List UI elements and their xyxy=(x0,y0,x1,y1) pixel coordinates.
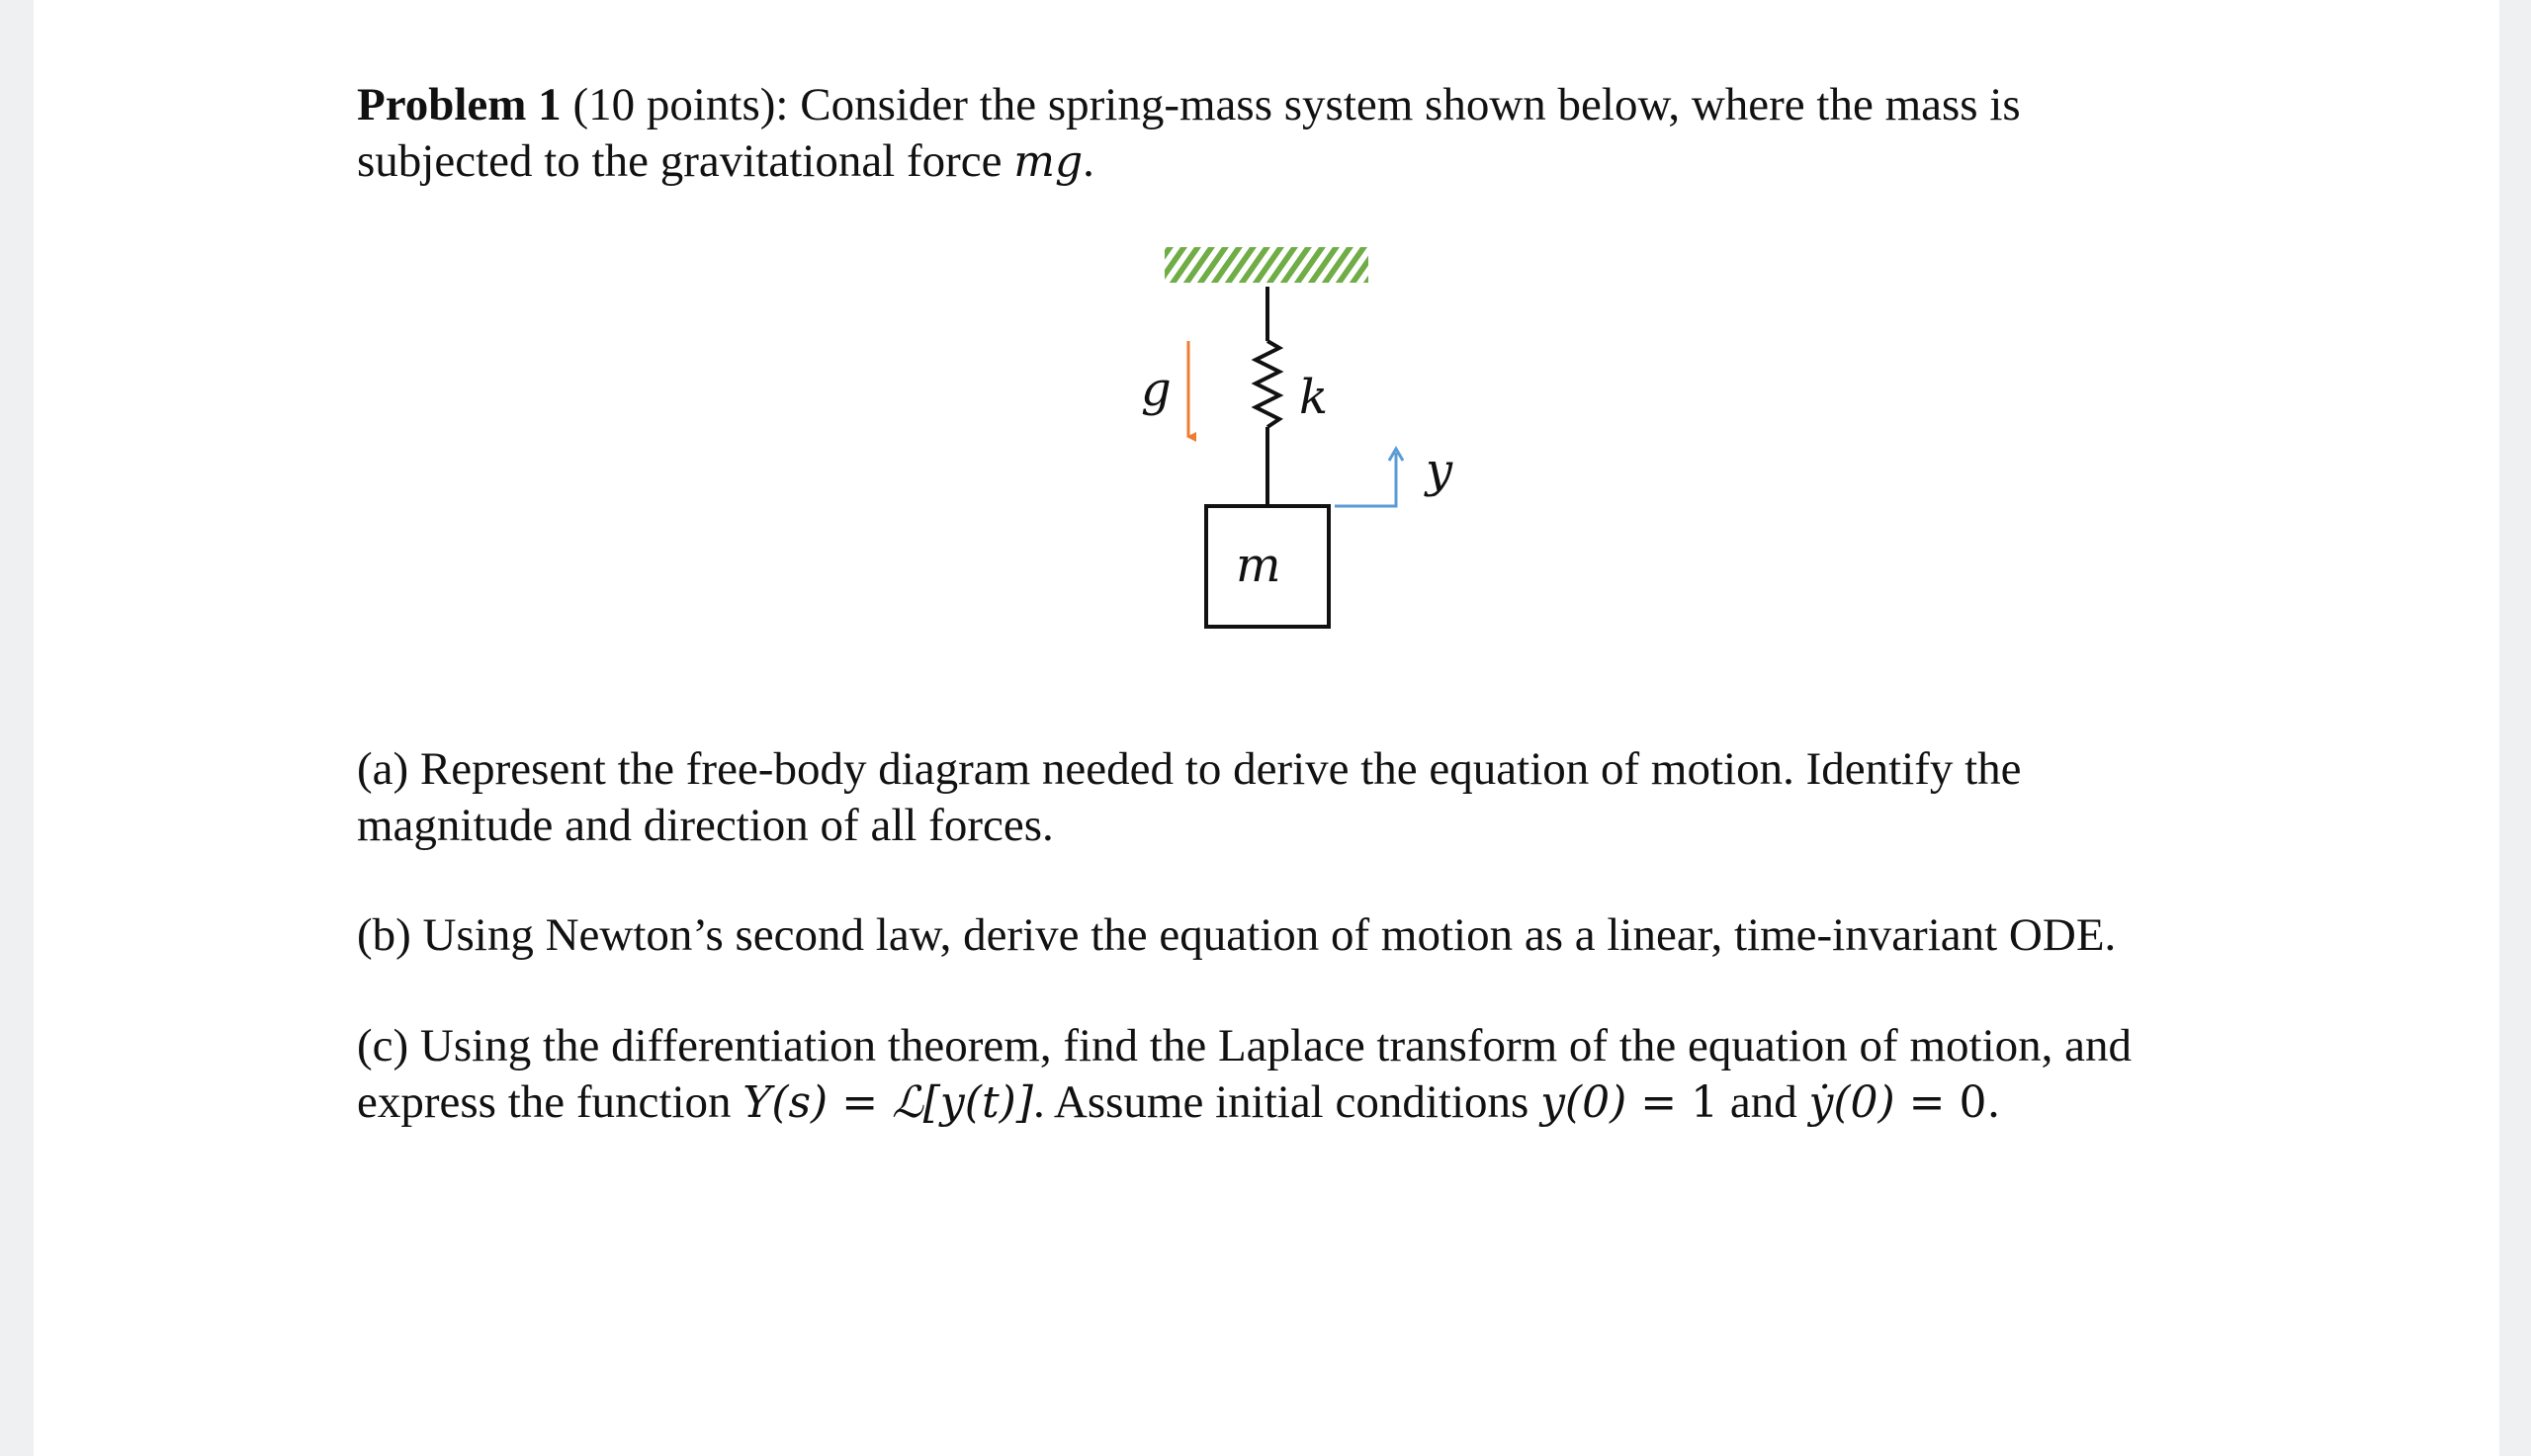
displacement-arrow xyxy=(1335,453,1396,506)
part-b xyxy=(357,907,2334,964)
part-c-text-start: express the function xyxy=(357,1076,743,1128)
part-c-line-2 xyxy=(357,1074,2334,1131)
problem-statement xyxy=(357,77,2334,190)
problem-intro-2: subjected to the gravitational force xyxy=(357,135,1014,187)
problem-label: Problem 1 xyxy=(357,79,562,130)
laplace-function: Y(s) xyxy=(742,1077,829,1128)
problem-intro-1: : Consider the spring-mass system shown below, where the mass is xyxy=(775,79,2021,130)
part-b-line-1: (b) Using Newton’s second law, derive the equation of motion as a linear, time-invariant ODE. xyxy=(357,909,2117,961)
initial-velocity: ẏ(0) xyxy=(1808,1077,1895,1128)
force-symbol: mg xyxy=(1013,136,1084,187)
initial-position: y(0) xyxy=(1540,1077,1627,1128)
problem-line-1 xyxy=(357,77,2334,133)
problem-intro-end: . xyxy=(1083,135,1094,187)
gravity-label: g xyxy=(1141,362,1172,417)
initial-position-value: = 1 xyxy=(1626,1077,1719,1128)
spring-coil xyxy=(1256,341,1279,427)
part-a xyxy=(357,741,2334,854)
spring-label: k xyxy=(1299,370,1329,425)
problem-line-2 xyxy=(357,133,2334,190)
part-c-and: and xyxy=(1718,1076,1809,1128)
problem-points: (10 points) xyxy=(572,79,776,130)
spring-mass-diagram xyxy=(1111,227,1487,642)
displacement-label: y xyxy=(1426,443,1453,498)
spring-mass-drawing xyxy=(1111,227,1487,642)
equals-sign-1: = xyxy=(828,1077,893,1128)
initial-velocity-value: = 0. xyxy=(1894,1077,2001,1128)
part-c-line-1: (c) Using the differentiation theorem, find the Laplace transform of the equation of motion, and xyxy=(357,1020,2132,1071)
part-c xyxy=(357,1018,2334,1131)
part-c-text-mid: . Assume initial conditions xyxy=(1032,1076,1541,1128)
part-a-line-2: magnitude and direction of all forces. xyxy=(357,800,1054,851)
laplace-transform: ℒ[y(t)] xyxy=(892,1077,1033,1128)
mass-label: m xyxy=(1236,538,1281,593)
part-a-line-1: (a) Represent the free-body diagram needed to derive the equation of motion. Identify the xyxy=(357,743,2022,795)
ceiling-hatch xyxy=(1165,247,1368,283)
document-page xyxy=(34,0,2499,1456)
